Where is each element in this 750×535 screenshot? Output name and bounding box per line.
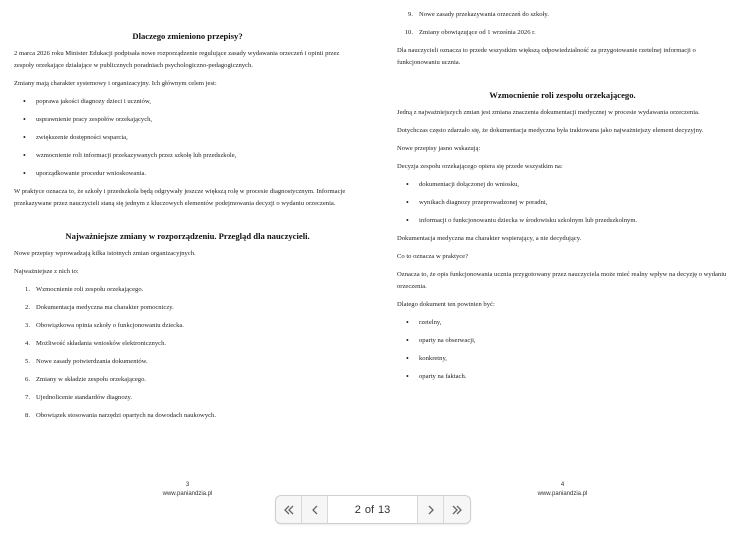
double-chevron-left-icon (283, 505, 295, 515)
section-title-main-changes: Najważniejsze zmiany w rozporządzeniu. Przegląd dla nauczycieli. (65, 231, 310, 241)
total-pages: 13 (378, 503, 391, 516)
list-item: • rzetelny, (397, 317, 728, 329)
list-text: Zmiany w składzie zespołu orzekającego. (36, 376, 147, 383)
list-number: 6. (25, 376, 30, 383)
paragraph: Najważniejsze z nich to: (14, 268, 79, 275)
list-text: Zmiany obowiązujące od 1 września 2026 r. (419, 29, 536, 36)
list-number: 9. (408, 11, 413, 18)
list-text: Wzmocnienie roli zespołu orzekającego. (36, 286, 144, 293)
list-item (14, 392, 361, 404)
next-page-button[interactable] (418, 496, 444, 523)
site-url: www.paniandzia.pl (162, 491, 213, 497)
paragraph: Nowe przepisy wprowadzają kilka istotnych zmian organizacyjnych. (14, 250, 196, 257)
list-text: Ujednolicenie standardów diagnozy. (36, 394, 133, 401)
list-text: Nowe zasady potwierdzania dokumentów. (36, 358, 148, 365)
list-item (397, 9, 728, 21)
list-number: 4. (25, 340, 30, 347)
site-url: www.paniandzia.pl (537, 491, 588, 497)
list-item: • dokumentacji dołączonej do wniosku, (397, 179, 728, 191)
paragraph: Oznacza to, że opis funkcjonowania ucznia przygotowany przez nauczyciela może mieć realny wpływ na decyzję o wydaniu orzeczenia. (397, 271, 727, 290)
qualities-list (397, 317, 728, 383)
paragraph: Zmiany mają charakter systemowy i organizacyjny. Ich głównym celem jest: (14, 80, 217, 87)
list-item: • poprawa jakości diagnozy dzieci i uczniów, (14, 96, 361, 108)
list-item: • wynikach diagnozy przeprowadzonej w poradni, (397, 197, 728, 209)
page-of-label: of (364, 503, 375, 516)
list-text: Obowiązkowa opinia szkoły o funkcjonowaniu dziecka. (36, 322, 184, 329)
paragraph: Dokumentacja medyczna ma charakter wspierający, a nie decydujący. (397, 235, 582, 242)
paragraph: Co to oznacza w praktyce? (397, 253, 469, 260)
list-item (14, 302, 361, 314)
list-number: 2. (25, 304, 30, 311)
chevron-left-icon (311, 505, 319, 515)
page-3-content (14, 30, 361, 428)
page-indicator (328, 496, 418, 523)
list-number: 7. (25, 394, 30, 401)
list-number: 10. (404, 29, 413, 36)
list-number: 5. (25, 358, 30, 365)
list-item: • informacji o funkcjonowaniu dziecka w środowisku szkolnym lub przedszkolnym. (397, 215, 728, 227)
list-text: Możliwość składania wniosków elektronicznych. (36, 340, 167, 347)
list-number: 1. (25, 286, 30, 293)
list-item (397, 27, 728, 39)
changes-list-continued (397, 9, 728, 39)
previous-page-button[interactable] (302, 496, 328, 523)
page-number: 4 (560, 482, 565, 488)
list-text: Dokumentacja medyczna ma charakter pomocniczy. (36, 304, 174, 311)
list-item (14, 284, 361, 296)
list-item: • zwiększenie dostępności wsparcia, (14, 132, 361, 144)
list-text: Obowiązek stosowania narzędzi opartych na dowodach naukowych. (36, 412, 216, 419)
changes-list (14, 284, 361, 422)
double-chevron-right-icon (451, 505, 463, 515)
paragraph: Dotychczas często zdarzało się, że dokumentacja medyczna była traktowana jako najważniejszy element decyzyjny. (397, 127, 704, 134)
list-item: • oparty na faktach. (397, 371, 728, 383)
last-page-button[interactable] (444, 496, 470, 523)
paragraph: Dlatego dokument ten powinien być: (397, 301, 495, 308)
bases-list (397, 179, 728, 227)
list-item: • uporządkowanie procedur wnioskowania. (14, 168, 361, 180)
list-text: Nowe zasady przekazywania orzeczeń do szkoły. (419, 11, 549, 18)
paragraph: Nowe przepisy jasno wskazują: (397, 145, 481, 152)
list-item (14, 356, 361, 368)
list-item: • wzmocnienie roli informacji przekazywanych przez szkołę lub przedszkole, (14, 150, 361, 162)
section-title-why-changed: Dlaczego zmieniono przepisy? (132, 31, 243, 41)
page-navigator (275, 495, 471, 524)
list-item (14, 374, 361, 386)
first-page-button[interactable] (276, 496, 302, 523)
list-number: 8. (25, 412, 30, 419)
list-item: • usprawnienie pracy zespołów orzekających, (14, 114, 361, 126)
list-item (14, 320, 361, 332)
section-title-team-role: Wzmocnienie roli zespołu orzekającego. (489, 90, 636, 100)
paragraph: Jedną z najważniejszych zmian jest zmiana znaczenia dokumentacji medycznej w procesie wydawania orzeczenia. (397, 109, 700, 116)
list-item (14, 338, 361, 350)
paragraph: Dla nauczycieli oznacza to przede wszystkim większą odpowiedzialność za przygotowanie rzetelnej informacji o funkcjonowaniu ucznia. (397, 47, 696, 66)
list-item: • konkretny, (397, 353, 728, 365)
chevron-right-icon (427, 505, 435, 515)
paragraph: Decyzja zespołu orzekającego opiera się przede wszystkim na: (397, 163, 563, 170)
list-item (14, 410, 361, 422)
page-4 (375, 0, 750, 535)
paragraph: 2 marca 2026 roku Minister Edukacji podpisała nowe rozporządzenie regulujące zasady wydawania orzeczeń i opinii przez zespoły orzekające działające w publicznych poradniach psychologiczno-pedagogicznych. (14, 50, 340, 69)
list-number: 3. (25, 322, 30, 329)
page-number: 3 (185, 482, 190, 488)
paragraph: W praktyce oznacza to, że szkoły i przedszkola będą odgrywały jeszcze większą rolę w procesie diagnostycznym. Informacje przekazywane przez nauczycieli staną się jednym z kluczowych elementów podejmowania decyzji o wydaniu orzeczenia. (14, 188, 346, 207)
goals-list (14, 96, 361, 180)
current-page: 2 (354, 503, 361, 516)
list-item: • oparty na obserwacji, (397, 335, 728, 347)
page-4-content (397, 9, 728, 389)
